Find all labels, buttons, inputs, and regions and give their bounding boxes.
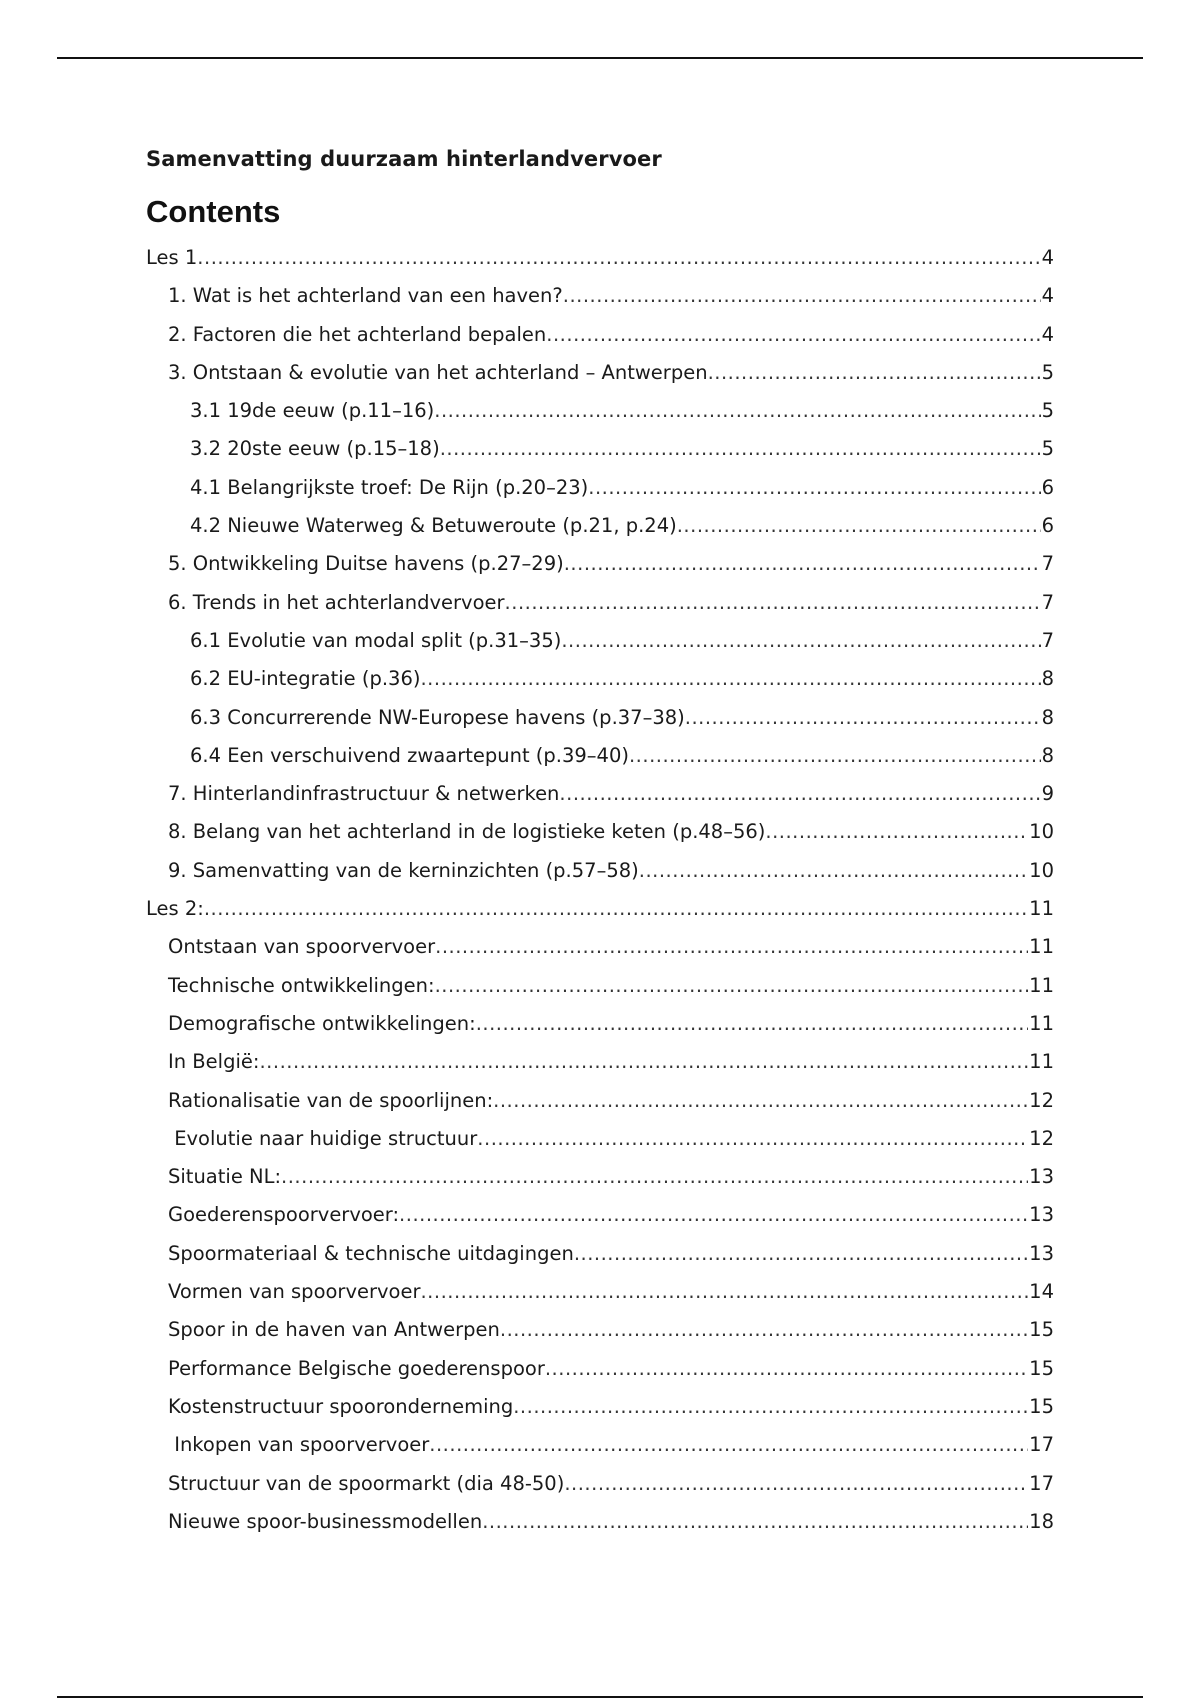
- toc-entry[interactable]: [146, 1043, 1054, 1081]
- toc-entry-page-number: 14: [1029, 1280, 1054, 1304]
- toc-dot-leader: [561, 622, 1040, 660]
- toc-entry-label: Les 2:: [146, 897, 204, 921]
- toc-entry-label: In België:: [168, 1050, 260, 1074]
- toc-entry[interactable]: [146, 277, 1054, 315]
- toc-entry-page-number: 4: [1041, 284, 1054, 308]
- toc-entry[interactable]: [146, 392, 1054, 430]
- toc-entry-label: 6.4 Een verschuivend zwaartepunt (p.39–40): [190, 743, 629, 767]
- toc-entry[interactable]: [146, 469, 1054, 507]
- toc-entry-page-number: 12: [1029, 1126, 1054, 1150]
- toc-dot-leader: [564, 545, 1041, 583]
- header-rule: [57, 57, 1143, 59]
- toc-dot-leader: [197, 239, 1040, 277]
- toc-dot-leader: [685, 699, 1041, 737]
- toc-dot-leader: [435, 928, 1028, 966]
- toc-dot-leader: [476, 1005, 1028, 1043]
- toc-dot-leader: [500, 1311, 1028, 1349]
- toc-entry-page-number: 11: [1029, 935, 1054, 959]
- toc-entry-label: Spoormateriaal & technische uitdagingen: [168, 1241, 574, 1265]
- toc-entry-label: 6.1 Evolutie van modal split (p.31–35): [190, 628, 562, 652]
- page-content: [146, 140, 1054, 1541]
- toc-entry-label: Ontstaan van spoorvervoer: [168, 935, 436, 959]
- toc-dot-leader: [559, 775, 1040, 813]
- toc-entry[interactable]: [146, 1503, 1054, 1541]
- toc-entry-page-number: 11: [1029, 1050, 1054, 1074]
- toc-entry-page-number: 11: [1029, 897, 1054, 921]
- toc-entry[interactable]: [146, 1273, 1054, 1311]
- toc-dot-leader: [677, 507, 1041, 545]
- toc-entry-page-number: 18: [1029, 1509, 1054, 1533]
- toc-entry-page-number: 6: [1041, 514, 1054, 538]
- toc-entry[interactable]: [146, 1311, 1054, 1349]
- toc-dot-leader: [708, 354, 1041, 392]
- toc-entry-page-number: 8: [1041, 667, 1054, 691]
- toc-entry-page-number: 7: [1041, 590, 1054, 614]
- toc-entry[interactable]: [146, 1120, 1054, 1158]
- toc-dot-leader: [545, 1350, 1028, 1388]
- toc-entry[interactable]: [146, 890, 1054, 928]
- footer-rule: [57, 1696, 1143, 1698]
- toc-entry-page-number: 4: [1041, 322, 1054, 346]
- toc-entry-label: Evolutie naar huidige structuur: [168, 1126, 478, 1150]
- toc-entry[interactable]: [146, 1082, 1054, 1120]
- toc-entry[interactable]: [146, 813, 1054, 851]
- toc-entry-page-number: 5: [1041, 360, 1054, 384]
- toc-dot-leader: [546, 316, 1040, 354]
- toc-entry-label: 2. Factoren die het achterland bepalen: [168, 322, 547, 346]
- toc-entry-page-number: 11: [1029, 973, 1054, 997]
- toc-entry-page-number: 13: [1029, 1203, 1054, 1227]
- toc-entry[interactable]: [146, 1388, 1054, 1426]
- toc-entry-label: 4.2 Nieuwe Waterweg & Betuweroute (p.21, p.24): [190, 514, 677, 538]
- toc-dot-leader: [563, 277, 1041, 315]
- toc-dot-leader: [765, 813, 1028, 851]
- toc-entry-label: 6. Trends in het achterlandvervoer: [168, 590, 505, 614]
- toc-entry-page-number: 13: [1029, 1241, 1054, 1265]
- toc-entry[interactable]: [146, 507, 1054, 545]
- toc-entry[interactable]: [146, 928, 1054, 966]
- toc-entry[interactable]: [146, 660, 1054, 698]
- toc-entry-label: Situatie NL:: [168, 1165, 282, 1189]
- toc-entry[interactable]: [146, 737, 1054, 775]
- toc-dot-leader: [259, 1043, 1028, 1081]
- toc-dot-leader: [564, 1465, 1028, 1503]
- toc-dot-leader: [434, 392, 1040, 430]
- toc-entry-label: Spoor in de haven van Antwerpen: [168, 1318, 500, 1342]
- toc-entry[interactable]: [146, 545, 1054, 583]
- toc-dot-leader: [435, 967, 1029, 1005]
- toc-entry[interactable]: [146, 775, 1054, 813]
- toc-entry-label: Kostenstructuur spooronderneming: [168, 1394, 514, 1418]
- toc-dot-leader: [513, 1388, 1028, 1426]
- toc-entry-page-number: 15: [1029, 1394, 1054, 1418]
- toc-entry-page-number: 17: [1029, 1433, 1054, 1457]
- toc-entry-page-number: 10: [1029, 858, 1054, 882]
- toc-entry-label: Structuur van de spoormarkt (dia 48-50): [168, 1471, 565, 1495]
- toc-dot-leader: [281, 1158, 1028, 1196]
- toc-entry[interactable]: [146, 584, 1054, 622]
- toc-entry-label: 3.2 20ste eeuw (p.15–18): [190, 437, 440, 461]
- toc-dot-leader: [477, 1120, 1028, 1158]
- toc-dot-leader: [493, 1082, 1028, 1120]
- toc-entry-page-number: 9: [1041, 782, 1054, 806]
- toc-entry-page-number: 8: [1041, 705, 1054, 729]
- toc-entry-label: 3. Ontstaan & evolutie van het achterland – Antwerpen: [168, 360, 708, 384]
- toc-entry-label: 1. Wat is het achterland van een haven?: [168, 284, 563, 308]
- toc-entry-page-number: 5: [1041, 437, 1054, 461]
- toc-entry[interactable]: [146, 1465, 1054, 1503]
- toc-dot-leader: [420, 1273, 1028, 1311]
- toc-entry-page-number: 7: [1041, 628, 1054, 652]
- toc-entry[interactable]: [146, 316, 1054, 354]
- toc-entry[interactable]: [146, 239, 1054, 277]
- toc-entry-label: 5. Ontwikkeling Duitse havens (p.27–29): [168, 552, 564, 576]
- toc-entry-page-number: 8: [1041, 743, 1054, 767]
- toc-entry-label: Les 1: [146, 246, 198, 269]
- toc-entry-label: Inkopen van spoorvervoer: [168, 1433, 430, 1457]
- toc-entry-label: 8. Belang van het achterland in de logistieke keten (p.48–56): [168, 820, 766, 844]
- toc-entry[interactable]: [146, 1196, 1054, 1234]
- toc-entry-label: 9. Samenvatting van de kerninzichten (p.57–58): [168, 858, 639, 882]
- toc-dot-leader: [639, 852, 1028, 890]
- toc-dot-leader: [204, 890, 1028, 928]
- toc-entry-label: 3.1 19de eeuw (p.11–16): [190, 399, 435, 423]
- toc-entry-label: Performance Belgische goederenspoor: [168, 1356, 545, 1380]
- toc-dot-leader: [482, 1503, 1028, 1541]
- toc-entry-label: Demografische ontwikkelingen:: [168, 1011, 476, 1035]
- toc-dot-leader: [399, 1196, 1028, 1234]
- toc-dot-leader: [420, 660, 1040, 698]
- toc-entry[interactable]: [146, 1426, 1054, 1464]
- toc-entry-page-number: 4: [1041, 246, 1054, 269]
- toc-entry[interactable]: [146, 1005, 1054, 1043]
- toc-entry[interactable]: [146, 1235, 1054, 1273]
- toc-entry-label: Nieuwe spoor-businessmodellen: [168, 1509, 483, 1533]
- toc-dot-leader: [505, 584, 1041, 622]
- toc-entry-label: Rationalisatie van de spoorlijnen:: [168, 1088, 494, 1112]
- toc-dot-leader: [440, 430, 1041, 468]
- toc-entry[interactable]: [146, 622, 1054, 660]
- toc-entry[interactable]: [146, 430, 1054, 468]
- toc-entry[interactable]: [146, 967, 1054, 1005]
- toc-entry-page-number: 15: [1029, 1356, 1054, 1380]
- toc-entry-page-number: 15: [1029, 1318, 1054, 1342]
- toc-entry-page-number: 11: [1029, 1011, 1054, 1035]
- toc-entry[interactable]: [146, 1158, 1054, 1196]
- toc-entry-page-number: 13: [1029, 1165, 1054, 1189]
- toc-entry-page-number: 7: [1041, 552, 1054, 576]
- toc-dot-leader: [429, 1426, 1028, 1464]
- table-of-contents: [146, 239, 1054, 1541]
- toc-entry[interactable]: [146, 699, 1054, 737]
- toc-dot-leader: [588, 469, 1040, 507]
- toc-entry-label: Goederenspoorvervoer:: [168, 1203, 400, 1227]
- toc-entry-page-number: 12: [1029, 1088, 1054, 1112]
- toc-entry-label: 4.1 Belangrijkste troef: De Rijn (p.20–23): [190, 475, 589, 499]
- toc-entry[interactable]: [146, 354, 1054, 392]
- toc-entry-page-number: 6: [1041, 475, 1054, 499]
- toc-entry-label: Technische ontwikkelingen:: [168, 973, 435, 997]
- toc-dot-leader: [629, 737, 1041, 775]
- toc-entry-label: 6.2 EU-integratie (p.36): [190, 667, 421, 691]
- toc-entry-label: 6.3 Concurrerende NW-Europese havens (p.37–38): [190, 705, 685, 729]
- toc-entry-page-number: 17: [1029, 1471, 1054, 1495]
- toc-entry-label: Vormen van spoorvervoer: [168, 1280, 421, 1304]
- toc-dot-leader: [574, 1235, 1028, 1273]
- toc-entry-page-number: 5: [1041, 399, 1054, 423]
- document-title: Samenvatting duurzaam hinterlandvervoer: [146, 147, 662, 171]
- toc-entry[interactable]: [146, 1350, 1054, 1388]
- toc-heading: Contents: [146, 194, 281, 229]
- toc-entry-label: 7. Hinterlandinfrastructuur & netwerken: [168, 782, 560, 806]
- toc-entry-page-number: 10: [1029, 820, 1054, 844]
- toc-entry[interactable]: [146, 852, 1054, 890]
